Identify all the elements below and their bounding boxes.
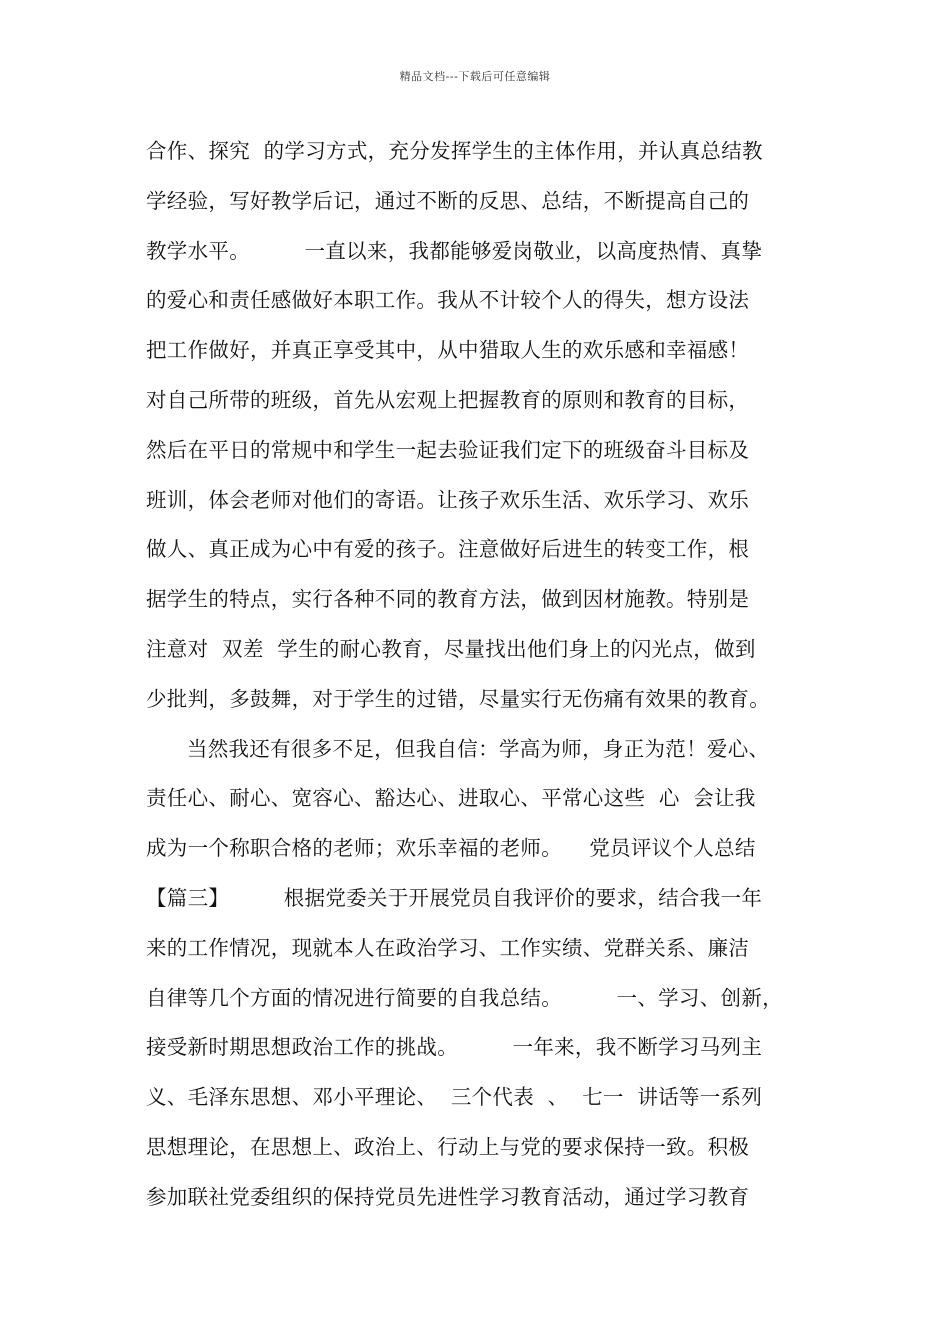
text-line: 注意对 双差 学生的耐心教育，尽量找出他们身上的闪光点，做到 bbox=[146, 636, 756, 661]
page-header: 精品文档---下载后可任意编辑 bbox=[399, 70, 551, 83]
text-line: 对自己所带的班级，首先从宏观上把握教育的原则和教育的目标， bbox=[146, 387, 750, 412]
text-line: 少批判，多鼓舞，对于学生的过错，尽量实行无伤痛有效果的教育。 bbox=[146, 686, 770, 711]
text-line: 当然我还有很多不足，但我自信：学高为师，身正为范！爱心、 bbox=[146, 736, 770, 761]
text-line: 做人、真正成为心中有爱的孩子。注意做好后进生的转变工作，根 bbox=[146, 537, 750, 562]
text-line: 参加联社党委组织的保持党员先进性学习教育活动，通过学习教育 bbox=[146, 1184, 750, 1209]
text-line: 的爱心和责任感做好本职工作。我从不计较个人的得失，想方设法 bbox=[146, 288, 750, 313]
text-line: 【篇三】 根据党委关于开展党员自我评价的要求，结合我一年 bbox=[146, 885, 763, 910]
text-line: 班训，体会老师对他们的寄语。让孩子欢乐生活、欢乐学习、欢乐 bbox=[146, 487, 750, 512]
text-line: 教学水平。 一直以来，我都能够爱岗敬业，以高度热情、真挚 bbox=[146, 238, 763, 263]
text-line: 合作、探究 的学习方式，充分发挥学生的主体作用，并认真总结教 bbox=[146, 139, 763, 163]
text-line: 责任心、耐心、宽容心、豁达心、进取心、平常心这些 心 会让我 bbox=[146, 786, 756, 811]
text-line: 思想理论，在思想上、政治上、行动上与党的要求保持一致。积极 bbox=[146, 1134, 750, 1159]
text-line: 学经验，写好教学后记，通过不断的反思、总结，不断提高自己的 bbox=[146, 188, 750, 213]
text-line: 义、毛泽东思想、邓小平理论、 三个代表 、 七一 讲话等一系列 bbox=[146, 1085, 763, 1110]
document-body bbox=[146, 131, 836, 1227]
text-line: 来的工作情况，现就本人在政治学习、工作实绩、党群关系、廉洁 bbox=[146, 935, 750, 960]
text-line: 成为一个称职合格的老师；欢乐幸福的老师。 党员评议个人总结 bbox=[146, 836, 756, 861]
text-line: 接受新时期思想政治工作的挑战。 一年来，我不断学习马列主 bbox=[146, 1035, 763, 1060]
text-line: 据学生的特点，实行各种不同的教育方法，做到因材施教。特别是 bbox=[146, 587, 750, 612]
text-line: 自律等几个方面的情况进行简要的自我总结。 一、学习、创新， bbox=[146, 985, 783, 1010]
text-line: 把工作做好，并真正享受其中，从中猎取人生的欢乐感和幸福感！ bbox=[146, 338, 750, 363]
text-line: 然后在平日的常规中和学生一起去验证我们定下的班级奋斗目标及 bbox=[146, 437, 750, 462]
